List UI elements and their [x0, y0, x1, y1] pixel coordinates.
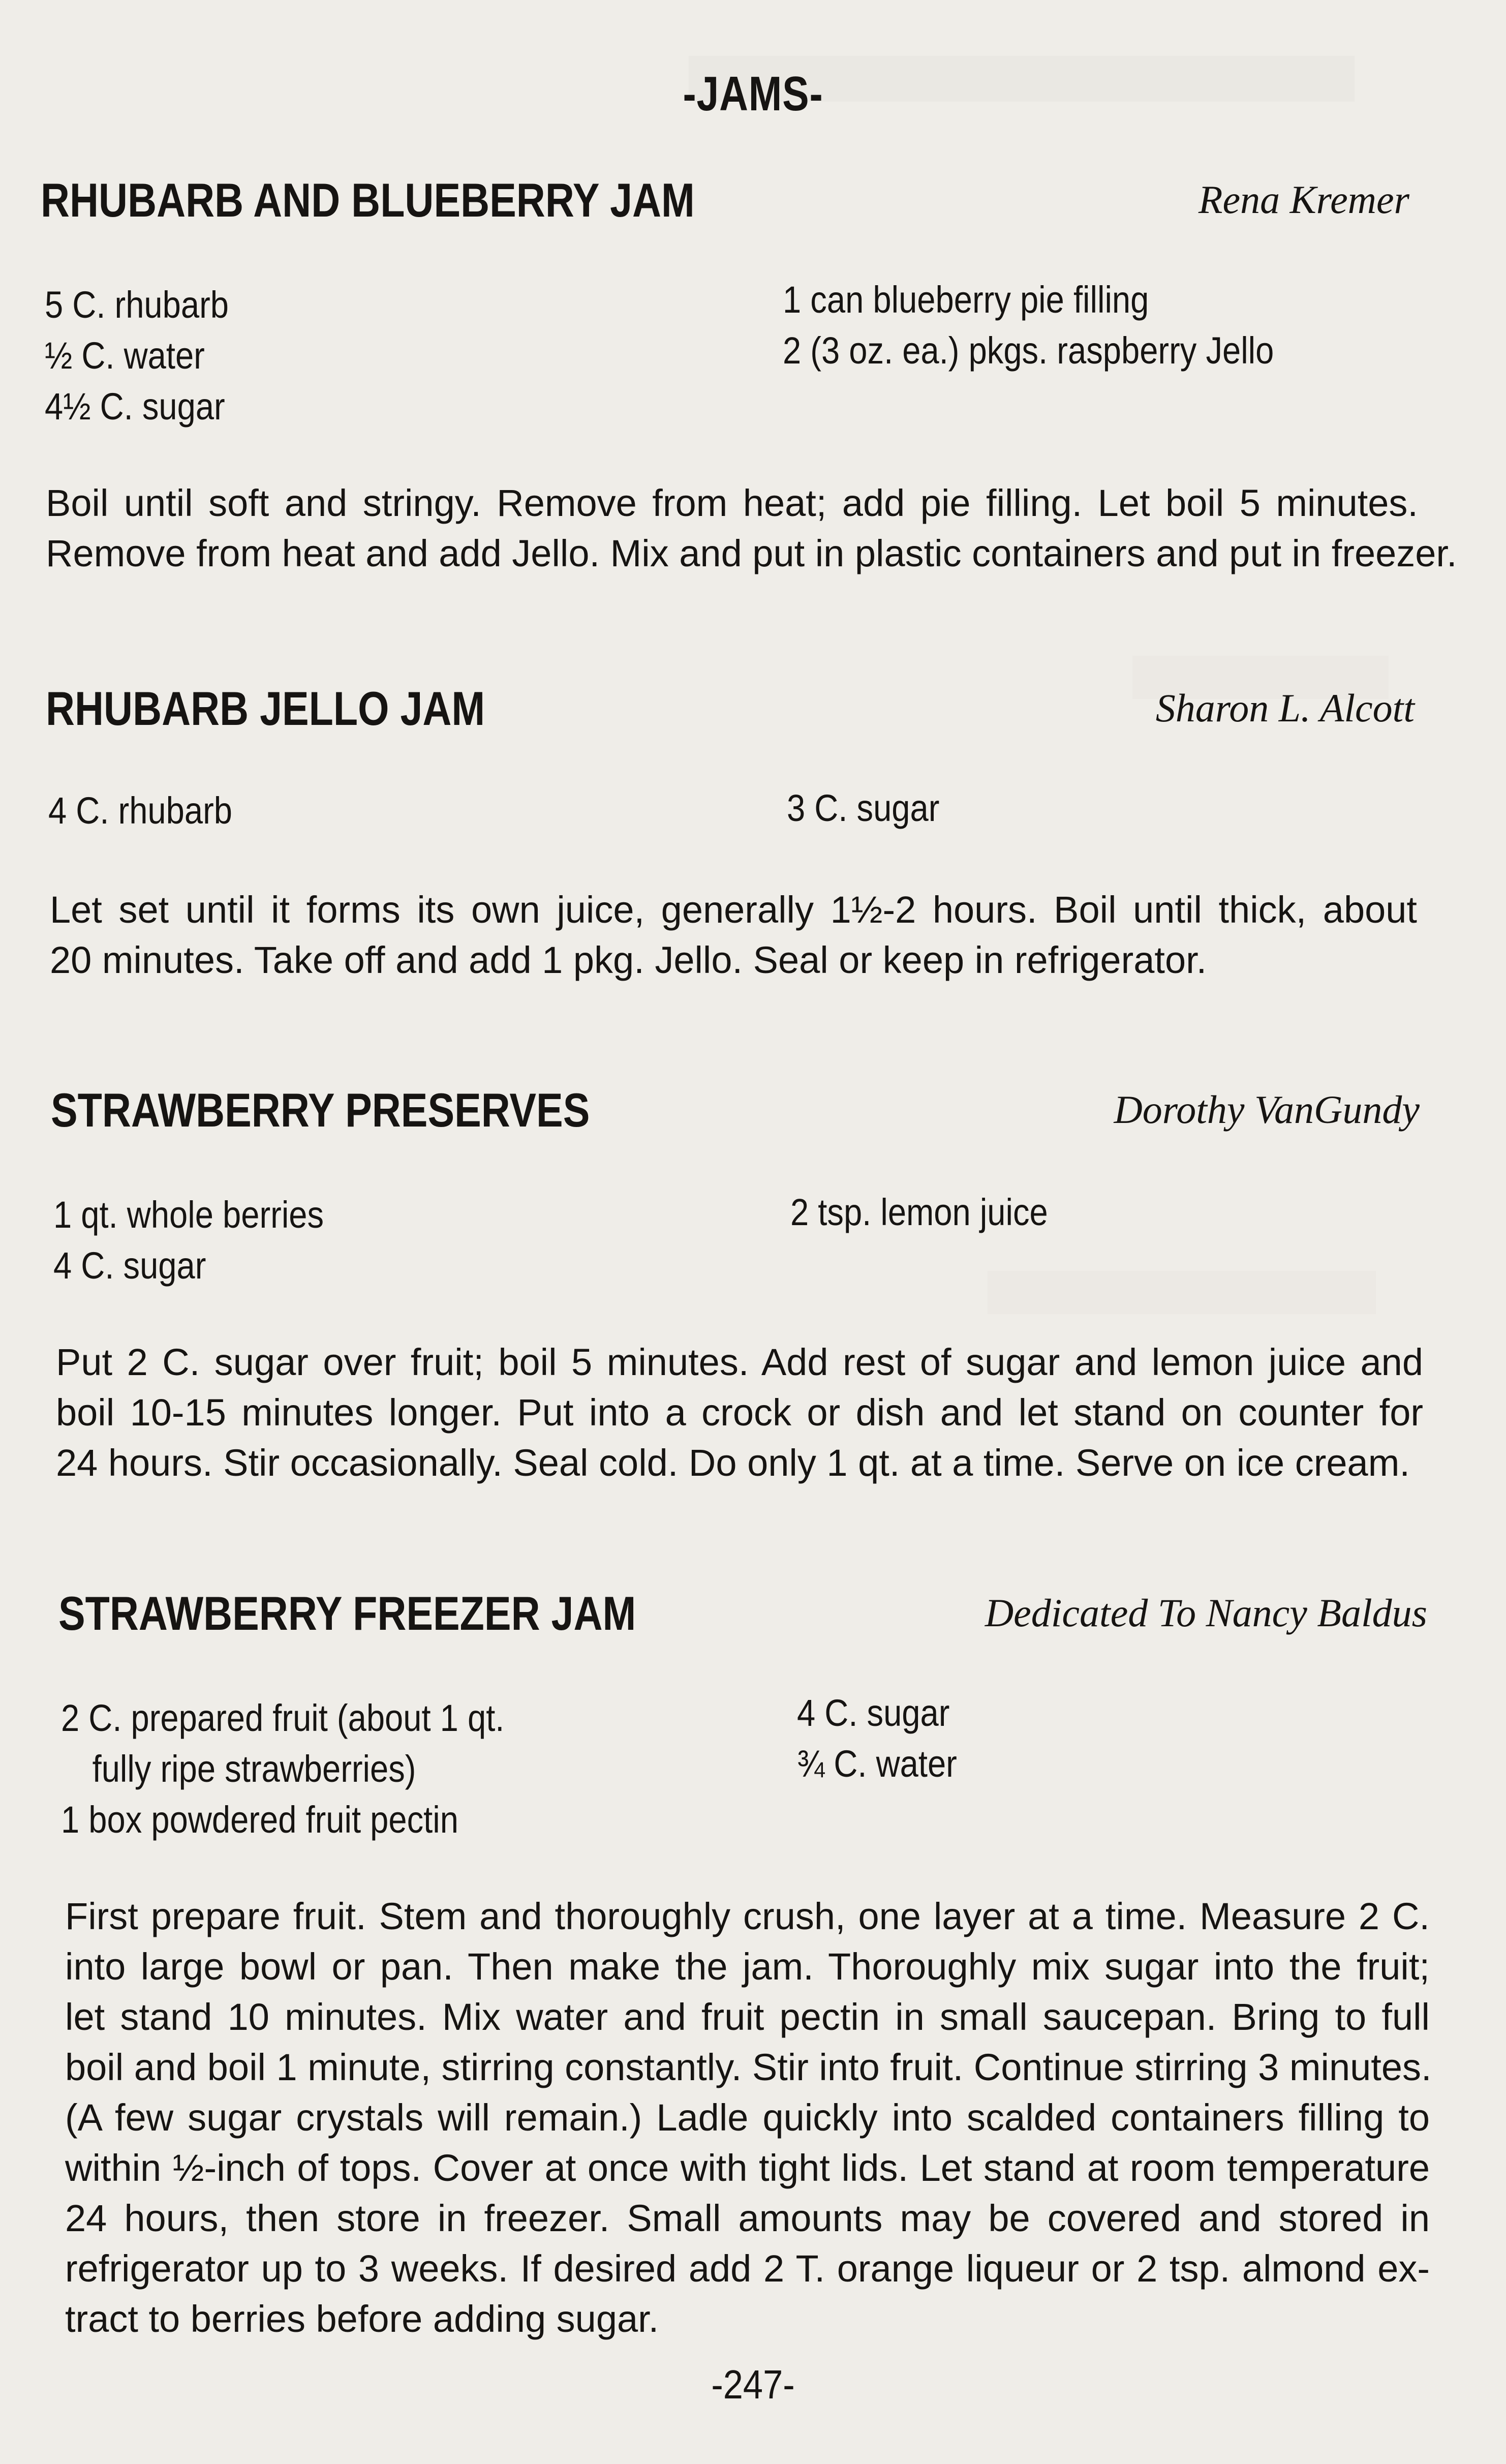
ingredient: 4 C. sugar: [53, 1244, 206, 1287]
directions-line: refrigerator up to 3 weeks. If desired add 2 T. orange liqueur or 2 tsp. almond ex-: [65, 2247, 1430, 2290]
ingredient-list: [61, 1693, 504, 1845]
directions-line: 20 minutes. Take off and add 1 pkg. Jello. Seal or keep in refrigerator.: [50, 939, 1207, 981]
directions-line: boil and boil 1 minute, stirring constantly. Stir into fruit. Continue stirring 3 minutes.: [65, 2046, 1432, 2088]
ingredient: 1 box powdered fruit pectin: [61, 1799, 458, 1841]
ingredient: 4 C. sugar: [797, 1692, 950, 1734]
ingredient: 1 can blueberry pie filling: [783, 279, 1149, 321]
recipe-directions: [46, 478, 1457, 579]
section-title: -JAMS-: [683, 67, 823, 121]
recipe-author: Dedicated To Nancy Baldus: [985, 1591, 1427, 1635]
directions-line: (A few sugar crystals will remain.) Ladle quickly into scalded containers filling to: [65, 2096, 1430, 2139]
directions-line: within ½-inch of tops. Cover at once with tight lids. Let stand at room temperature: [65, 2147, 1430, 2189]
ingredient: 5 C. rhubarb: [45, 284, 229, 326]
ingredient: 1 qt. whole berries: [53, 1194, 324, 1236]
recipe-title: STRAWBERRY FREEZER JAM: [58, 1587, 636, 1640]
ingredient: 2 C. prepared fruit (about 1 qt.: [61, 1697, 505, 1739]
recipe-title: RHUBARB JELLO JAM: [46, 682, 485, 735]
ingredient: 2 (3 oz. ea.) pkgs. raspberry Jello: [783, 329, 1274, 372]
directions-line: First prepare fruit. Stem and thoroughly crush, one layer at a time. Measure 2 C.: [65, 1895, 1430, 1937]
directions-line: tract to berries before adding sugar.: [65, 2298, 659, 2340]
directions-line: 24 hours, then store in freezer. Small amounts may be covered and stored in: [65, 2197, 1430, 2239]
ingredient-list: [783, 275, 1274, 376]
recipe-title: RHUBARB AND BLUEBERRY JAM: [41, 173, 695, 227]
directions-line: into large bowl or pan. Then make the jam. Thoroughly mix sugar into the fruit;: [65, 1945, 1430, 1988]
ingredient: 3 C. sugar: [787, 787, 940, 829]
page-number: -247-: [711, 2362, 795, 2407]
recipe-author: Rena Kremer: [1198, 177, 1409, 222]
ingredient: ¾ C. water: [797, 1743, 957, 1785]
directions-line: Remove from heat and add Jello. Mix and put in plastic containers and put in freezer.: [46, 532, 1457, 574]
directions-line: Put 2 C. sugar over fruit; boil 5 minutes. Add rest of sugar and lemon juice and: [56, 1341, 1423, 1383]
directions-line: boil 10-15 minutes longer. Put into a crock or dish and let stand on counter for: [56, 1391, 1423, 1434]
ingredient-list: [48, 785, 232, 836]
bleed-through-heading: [988, 1271, 1376, 1314]
ingredient-list: [45, 280, 229, 432]
directions-line: let stand 10 minutes. Mix water and fruit pectin in small saucepan. Bring to full: [65, 1996, 1430, 2038]
recipe-directions: [56, 1337, 1423, 1488]
directions-line: Let set until it forms its own juice, generally 1½-2 hours. Boil until thick, about: [50, 889, 1417, 931]
ingredient-list: [53, 1190, 324, 1291]
ingredient: ½ C. water: [45, 334, 205, 377]
ingredient-list: [787, 783, 939, 834]
recipe-author: Sharon L. Alcott: [1155, 686, 1415, 730]
ingredient: 4 C. rhubarb: [48, 789, 232, 832]
recipe-directions: [50, 885, 1417, 985]
directions-line: Boil until soft and stringy. Remove from heat; add pie filling. Let boil 5 minutes.: [46, 482, 1418, 524]
ingredient: 4½ C. sugar: [45, 385, 225, 428]
ingredient: 2 tsp. lemon juice: [790, 1191, 1048, 1233]
recipe-directions: [65, 1891, 1430, 2344]
recipe-title: STRAWBERRY PRESERVES: [51, 1083, 590, 1137]
directions-line: 24 hours. Stir occasionally. Seal cold. Do only 1 qt. at a time. Serve on ice cream.: [56, 1442, 1410, 1484]
ingredient: fully ripe strawberries): [92, 1748, 416, 1790]
ingredient-list: [797, 1688, 957, 1789]
recipe-author: Dorothy VanGundy: [1114, 1087, 1420, 1132]
ingredient-list: [790, 1187, 1048, 1238]
